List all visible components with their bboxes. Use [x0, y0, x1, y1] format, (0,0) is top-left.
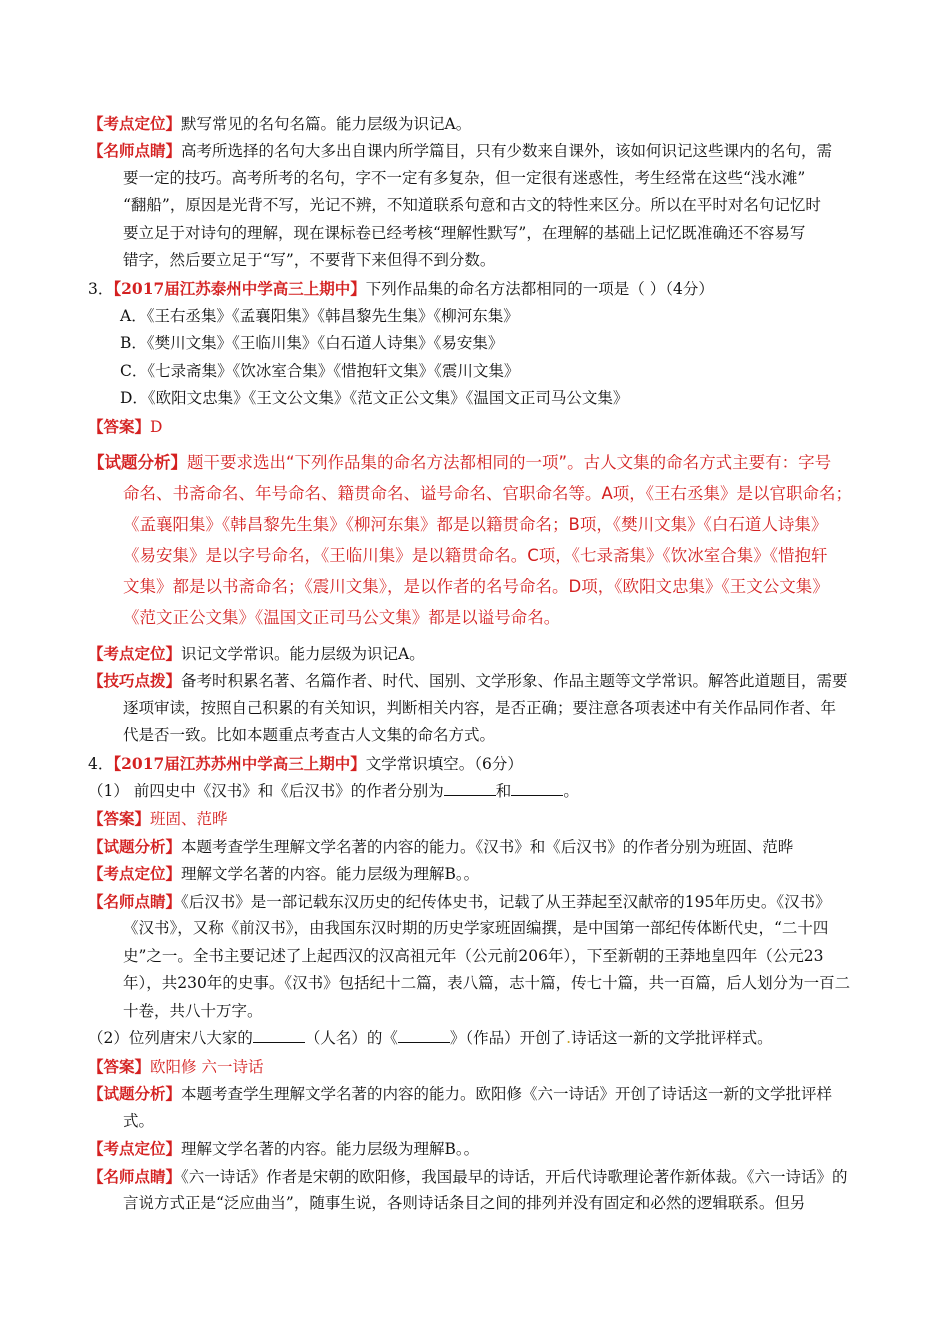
answer-text: 班固、范晔 [150, 810, 228, 828]
question-source: 【2017届江苏泰州中学高三上期中】 [113, 279, 366, 298]
option-d: D．《欧阳文忠集》《王文公文集》《范文正公文集》《温国文正司马公文集》 [120, 389, 629, 407]
fill-blank [444, 779, 496, 796]
tip-section-3 [88, 667, 868, 750]
kaodian-text: 理解文学名著的内容。能力层级为理解B。。 [181, 865, 480, 883]
question-stem: 文学常识填空。（6分） [365, 755, 523, 773]
fill-connector: （人名）的《 [304, 1029, 398, 1047]
answer-tag: 【答案】 [88, 1056, 151, 1076]
analysis-text: 本题考查学生理解文学名著的内容的能力。《汉书》和《后汉书》的作者分别为班固、范晔 [181, 837, 794, 856]
option-c: C．《七录斋集》《饮冰室合集》《惜抱轩文集》《震川文集》 [120, 361, 520, 380]
kaodian-section-1 [88, 110, 868, 138]
question-stem: 下列作品集的命名方法都相同的一项是（ ）（4分） [365, 280, 714, 298]
analysis-tag: 【试题分析】 [88, 1084, 182, 1103]
fill-end: 。 [563, 781, 579, 800]
answer-text: D [150, 417, 163, 436]
mingshi-line: 《汉书》，又称《前汉书》，由我国东汉时期的历史学家班固编撰，是中国第一部纪传体断代史，“二十四 [123, 919, 829, 937]
answer-tag: 【答案】 [88, 809, 151, 828]
mingshi-line: 错字，然后要立足于“写”，不要背下来但得不到分数。 [123, 251, 496, 269]
kaodian-tag: 【考点定位】 [88, 1139, 182, 1158]
question-4 [88, 750, 868, 1218]
question-source: 【2017届江苏苏州中学高三上期中】 [113, 754, 366, 773]
fill-prompt-1: （1） 前四史中《汉书》和《后汉书》的作者分别为 [88, 781, 444, 800]
mingshi-tag: 【名师点睛】 [88, 1166, 182, 1186]
mingshi-line: 言说方式正是“泛应曲当”，随事生说，各则诗话条目之间的排列并没有固定和必然的逻辑联系。但另 [123, 1194, 806, 1212]
question-number: 4． [88, 755, 114, 773]
tip-line: 备考时积累名著、名篇作者、时代、国别、文学形象、作品主题等文学常识。解答此道题目，需要 [181, 672, 848, 690]
tip-tag: 【技巧点拨】 [88, 671, 182, 690]
option-a: A．《王右丞集》《孟襄阳集》《韩昌黎先生集》《柳河东集》 [120, 306, 519, 325]
mingshi-line: 十卷，共八十万字。 [123, 1001, 263, 1020]
analysis-line: 《孟襄阳集》《韩昌黎先生集》《柳河东集》都是以籍贯命名；B项，《樊川文集》《白石道人诗集》 [123, 515, 828, 534]
option-b: B．《樊川文集》《王临川集》《白石道人诗集》《易安集》 [120, 334, 504, 352]
fill-end: 诗话这一新的文学批评样式。 [571, 1029, 773, 1047]
mingshi-section-1 [88, 137, 868, 275]
fill-connector: 和 [495, 781, 512, 800]
analysis-line: 文集》都是以书斋命名；《震川文集》，是以作者的名号命名。D项，《欧阳文忠集》《王文公文集》 [123, 577, 829, 596]
kaodian-text: 识记文学常识。能力层级为识记A。 [181, 645, 425, 663]
fill-blank [253, 1026, 305, 1043]
fill-blank [398, 1026, 450, 1043]
analysis-tag: 【试题分析】 [88, 836, 182, 856]
kaodian-text: 理解文学名著的内容。能力层级为理解B。。 [181, 1140, 480, 1158]
analysis-line: 《易安集》是以字号命名，《王临川集》是以籍贯命名。C项，《七录斋集》《饮冰室合集》《惜抱轩 [123, 546, 828, 565]
mingshi-line: 高考所选择的名句大多出自课内所学篇目，只有少数来自课外，该如何识记这些课内的名句，需 [181, 142, 833, 160]
analysis-line: 命名、书斋命名、年号命名、籍贯命名、谥号命名、官职命名等。A项，《王右丞集》是以官职命名； [123, 484, 853, 503]
analysis-line: 题干要求选出“下列作品集的命名方法都相同的一项”。古人文集的命名方式主要有：字号 [187, 453, 832, 472]
fill-blank [511, 779, 563, 796]
fill-prompt-2: （2）位列唐宋八大家的 [88, 1029, 253, 1047]
analysis-line: 本题考查学生理解文学名著的内容的能力。欧阳修《六一诗话》开创了诗话这一新的文学批评样 [181, 1085, 833, 1103]
kaodian-tag: 【考点定位】 [88, 644, 182, 663]
tip-line: 代是否一致。比如本题重点考查古人文集的命名方式。 [123, 726, 496, 744]
mingshi-line: 年），共230年的史事。《汉书》包括纪十二篇，表八篇，志十篇，传七十篇，共一百篇，后人划分为一百二 [123, 974, 851, 992]
question-3 [88, 275, 868, 440]
mingshi-line: “翻船”，原因是光背不写，光记不辨，不知道联系句意和古文的特性来区分。所以在平时对名句记忆时 [123, 196, 821, 214]
kaodian-tag: 【考点定位】 [88, 114, 182, 133]
analysis-tag: 【试题分析】 [88, 453, 187, 472]
analysis-section-3 [88, 447, 868, 633]
answer-text: 欧阳修 六一诗话 [150, 1057, 264, 1076]
fill-connector: 》（作品）开创了 [449, 1029, 567, 1047]
mingshi-tag: 【名师点睛】 [88, 141, 182, 160]
analysis-line: 《范文正公文集》《温国文正司马公文集》都是以谥号命名。 [123, 608, 561, 627]
mingshi-line: 《后汉书》是一部记载东汉历史的纪传体史书，记载了从王莽起至汉献帝的195年历史。《汉书》 [181, 892, 831, 911]
question-number: 3． [88, 280, 114, 298]
analysis-line: 式。 [123, 1111, 155, 1130]
kaodian-text: 默写常见的名句名篇。能力层级为识记A。 [181, 115, 472, 133]
stray-dot: . [566, 1029, 572, 1047]
mingshi-tag: 【名师点睛】 [88, 891, 182, 911]
kaodian-tag: 【考点定位】 [88, 864, 182, 883]
answer-tag: 【答案】 [88, 416, 151, 436]
mingshi-line: 史”之一。全书主要记述了上起西汉的汉高祖元年（公元前206年），下至新朝的王莽地皇四年（公元23 [123, 946, 824, 965]
mingshi-line: 《六一诗话》作者是宋朝的欧阳修，我国最早的诗话，开后代诗歌理论著作新体裁。《六一诗话》的 [181, 1167, 848, 1186]
mingshi-line: 要一定的技巧。高考所考的名句，字不一定有多复杂，但一定很有迷惑性，考生经常在这些“浅水滩” [123, 168, 806, 187]
tip-line: 逐项审读，按照自己积累的有关知识，判断相关内容，是否正确；要注意各项表述中有关作品同作者、年 [123, 698, 837, 717]
mingshi-line: 要立足于对诗句的理解，现在课标卷已经考核“理解性默写”，在理解的基础上记忆既准确还不容易写 [123, 223, 806, 242]
kaodian-section-3 [88, 640, 868, 668]
